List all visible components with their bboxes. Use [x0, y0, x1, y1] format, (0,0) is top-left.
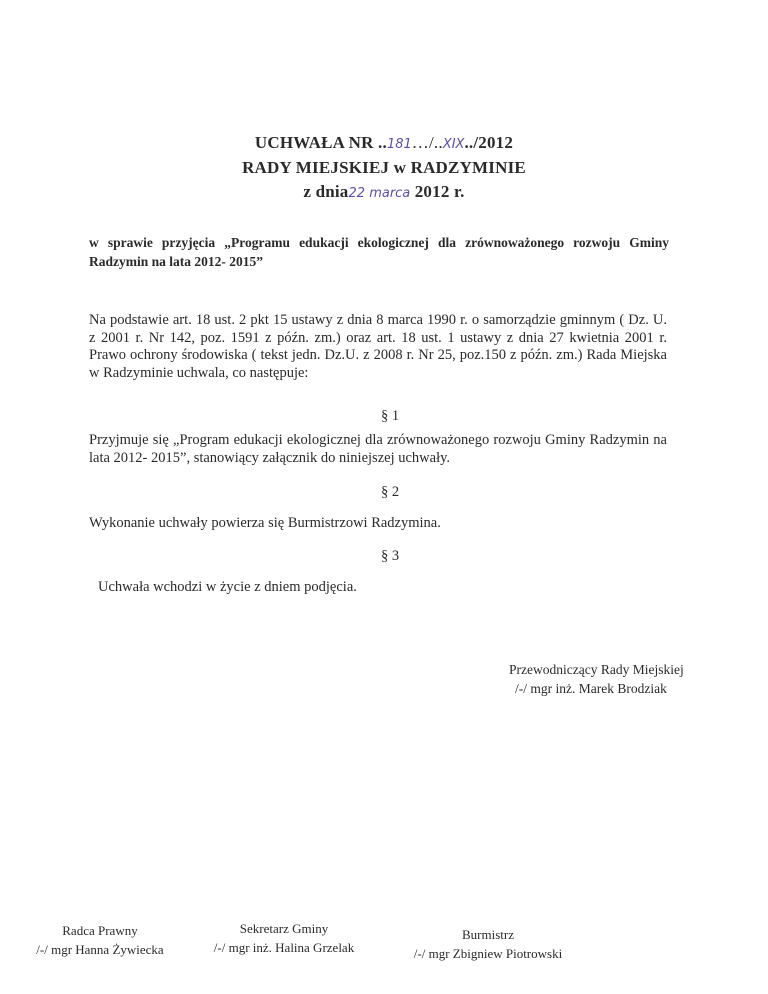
paragraph-mark-1: § 1 [380, 408, 400, 424]
resolution-subject: w sprawie przyjęcia „Programu edukacji ekologicznej dla zrównoważonego rozwoju Gminy Radzymin na lata 2012- 2015” [89, 235, 669, 269]
date-suffix: 2012 r. [414, 182, 465, 201]
chairman-title: Przewodniczący Rady Miejskiej [509, 662, 684, 677]
legal-advisor-signature-block [20, 921, 180, 959]
secretary-name: /-/ mgr inż. Halina Grzelak [213, 940, 355, 955]
council-name: RADY MIEJSKIEJ w RADZYMINIE [242, 158, 526, 177]
paragraph-2-text: Wykonanie uchwały powierza się Burmistrzowi Radzymina. [89, 515, 441, 531]
paragraph-mark-2: § 2 [380, 484, 400, 500]
date-prefix: z dnia [303, 182, 349, 201]
paragraph-3-text: Uchwała wchodzi w życie z dniem podjęcia. [98, 579, 357, 595]
resolution-date-line [0, 180, 768, 206]
resolution-number-suffix: ../2012 [464, 133, 514, 152]
handwritten-resolution-number: 181 [386, 137, 412, 152]
resolution-number-dots: …/.. [411, 133, 443, 152]
chairman-signature-block [509, 660, 684, 698]
paragraph-1-text: Przyjmuje się „Program edukacji ekologicznej dla zrównoważonego rozwoju Gminy Radzymin na lata 2012- 2015”, stanowiący załącznik do niniejszej uchwały. [89, 432, 667, 466]
handwritten-date: 22 marca [348, 186, 411, 201]
secretary-signature-block [196, 919, 372, 957]
resolution-number-prefix: UCHWAŁA NR .. [254, 133, 387, 152]
legal-advisor-name: /-/ mgr Hanna Żywiecka [36, 942, 164, 957]
legal-advisor-title: Radca Prawny [62, 923, 138, 938]
handwritten-session-number: XIX [442, 137, 465, 152]
secretary-title: Sekretarz Gminy [239, 921, 329, 936]
mayor-name: /-/ mgr Zbigniew Piotrowski [413, 946, 563, 961]
mayor-title: Burmistrz [462, 927, 514, 942]
resolution-number-line [0, 131, 768, 157]
mayor-signature-block [400, 925, 576, 963]
chairman-name: /-/ mgr inż. Marek Brodziak [515, 681, 667, 696]
paragraph-mark-3: § 3 [380, 548, 400, 564]
legal-basis-paragraph: Na podstawie art. 18 ust. 2 pkt 15 ustawy z dnia 8 marca 1990 r. o samorządzie gminnym ( Dz. U. z 2001 r. Nr 142, poz. 1591 z późn. zm.) oraz art. 18 ust. 1 ustawy z dnia 27 kwietnia 2001 r. Prawo ochrony środowiska ( tekst jedn. Dz.U. z 2008 r. Nr 25, poz.150 z późn. zm.) Rada Miejska w Radzyminie uchwala, co następuje: [89, 312, 667, 381]
